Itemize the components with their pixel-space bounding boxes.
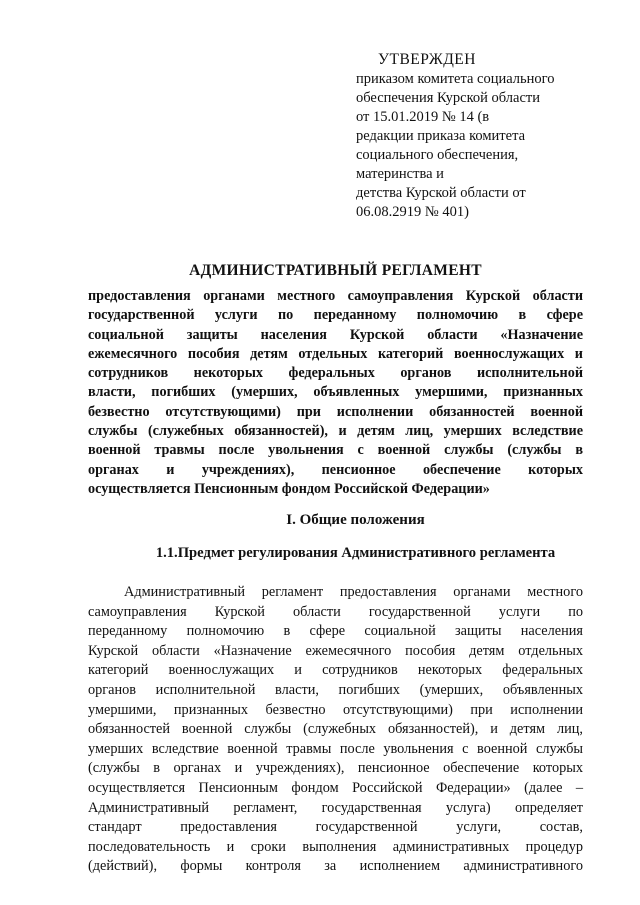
body-line: (службы в органах и учреждениях), пенсионное обеспечение которых [88, 760, 583, 777]
section-title: I. Общие положения [286, 512, 425, 528]
subtitle-line: государственной услуги по переданному полномочию в сфере [88, 307, 583, 324]
subtitle-line: предоставления органами местного самоуправления Курской области [88, 288, 583, 304]
body-line: умерших вследствие военной травмы после увольнения с военной службы [88, 740, 583, 757]
body-line: переданному полномочию в сфере социальной защиты населения [88, 623, 583, 640]
body-paragraph [88, 583, 583, 877]
subtitle-line: власти, погибших (умерших, объявленных умершими, признанных [88, 384, 583, 401]
body-line: категорий военнослужащих и сотрудников некоторых федеральных [88, 662, 583, 679]
body-line: Административный регламент, государственная услуга) определяет [88, 799, 583, 816]
approval-line: социального обеспечения, [356, 147, 519, 163]
body-line: умершими, признанных безвестно отсутствующими) при исполнении [88, 701, 583, 718]
subtitle-line: осуществляется Пенсионным фондом Российской Федерации» [88, 480, 490, 497]
approval-line: детства Курской области от [356, 185, 526, 201]
body-line: последовательность и сроки выполнения административных процедур [88, 838, 583, 855]
body-line: самоуправления Курской области государственной услуги по [88, 603, 583, 620]
body-line: осуществляется Пенсионным фондом Российской Федерации» (далее – [88, 779, 583, 796]
approval-line: 06.08.2919 № 401) [356, 204, 469, 220]
body-line: органов исполнительной власти, погибших (умерших, объявленных [88, 681, 583, 698]
subsection-title: 1.1.Предмет регулирования Административного регламента [155, 545, 556, 561]
subtitle-line: службы (служебных обязанностей), и детям лиц, умерших вследствие [88, 423, 583, 440]
body-line: стандарт предоставления государственной услуги, состав, [88, 819, 583, 836]
subtitle-line: органах и учреждениях), пенсионное обеспечение которых [88, 461, 583, 478]
approval-line: обеспечения Курской области [356, 90, 540, 106]
approval-line: приказом комитета социального [356, 71, 555, 87]
approval-block [356, 50, 596, 222]
approval-line: от 15.01.2019 № 14 (в [356, 109, 490, 125]
body-line: Курской области «Назначение ежемесячного пособия детям отдельных [88, 642, 583, 659]
subtitle-line: сотрудников некоторых федеральных органов исполнительной [88, 365, 583, 382]
body-line: обязанностей военной службы (служебных обязанностей), и детям лиц, [88, 721, 583, 738]
subtitle-line: военной травмы после увольнения с военной службы (службы в [88, 442, 583, 459]
approval-title: УТВЕРЖДЕН [378, 51, 476, 68]
document-subtitle [88, 287, 583, 499]
subtitle-line: безвестно отсутствующими) при исполнении обязанностей военной [88, 403, 583, 420]
approval-line: материнства и [356, 166, 444, 182]
subtitle-line: ежемесячного пособия детям отдельных категорий военнослужащих и [88, 345, 583, 362]
approval-line: редакции приказа комитета [356, 128, 526, 144]
document-title: АДМИНИСТРАТИВНЫЙ РЕГЛАМЕНТ [189, 262, 482, 279]
subtitle-line: социальной защиты населения Курской области «Назначение [88, 326, 583, 343]
body-line: Административный регламент предоставления органами местного [124, 584, 583, 600]
body-line: (действий), формы контроля за исполнением административного [88, 858, 583, 875]
